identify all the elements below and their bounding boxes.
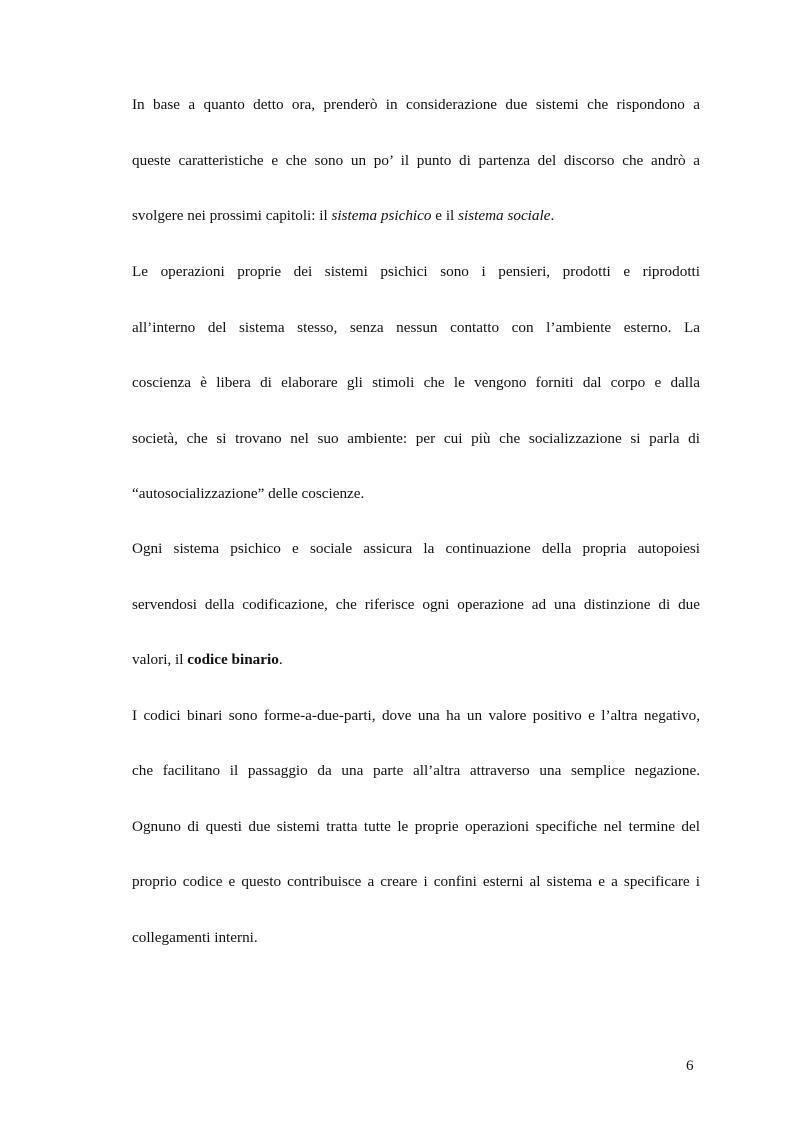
paragraph-4-line-4: proprio codice e questo contribuisce a creare i confini esterni al sistema e a specificare i [132,873,700,890]
italic-term-sistema-sociale: sistema sociale [458,207,551,224]
paragraph-1-line-1: In base a quanto detto ora, prenderò in considerazione due sistemi che rispondono a [132,96,700,113]
bold-term-codice-binario: codice binario [187,651,279,668]
paragraph-4-line-2: che facilitano il passaggio da una parte all’altra attraverso una semplice negazione. [132,762,700,779]
paragraph-4-line-1: I codici binari sono forme-a-due-parti, dove una ha un valore positivo e l’altra negativo, [132,707,700,724]
text-run: svolgere nei prossimi capitoli: il [132,207,332,224]
paragraph-2-line-1: Le operazioni proprie dei sistemi psichici sono i pensieri, prodotti e riprodotti [132,263,700,280]
paragraph-4-line-5: collegamenti interni. [132,929,258,946]
paragraph-2-line-4: società, che si trovano nel suo ambiente: per cui più che socializzazione si parla di [132,430,700,447]
paragraph-4-line-3: Ognuno di questi due sistemi tratta tutte le proprie operazioni specifiche nel termine del [132,818,700,835]
paragraph-3-line-2: servendosi della codificazione, che riferisce ogni operazione ad una distinzione di due [132,596,700,613]
paragraph-1-line-2: queste caratteristiche e che sono un po’ il punto di partenza del discorso che andrò a [132,152,700,169]
text-run: . [550,207,555,224]
text-run: e il [431,207,459,224]
italic-term-sistema-psichico: sistema psichico [331,207,432,224]
page-number: 6 [686,1057,694,1074]
paragraph-3-line-3 [132,650,700,670]
text-run: . [278,651,283,668]
paragraph-2-line-5: “autosocializzazione” delle coscienze. [132,485,365,502]
paragraph-2-line-3: coscienza è libera di elaborare gli stimoli che le vengono forniti dal corpo e dalla [132,374,700,391]
paragraph-2-line-2: all’interno del sistema stesso, senza nessun contatto con l’ambiente esterno. La [132,319,700,336]
paragraph-3-line-1: Ogni sistema psichico e sociale assicura la continuazione della propria autopoiesi [132,540,700,557]
text-run: valori, il [132,651,188,668]
paragraph-1-line-3 [132,206,700,226]
